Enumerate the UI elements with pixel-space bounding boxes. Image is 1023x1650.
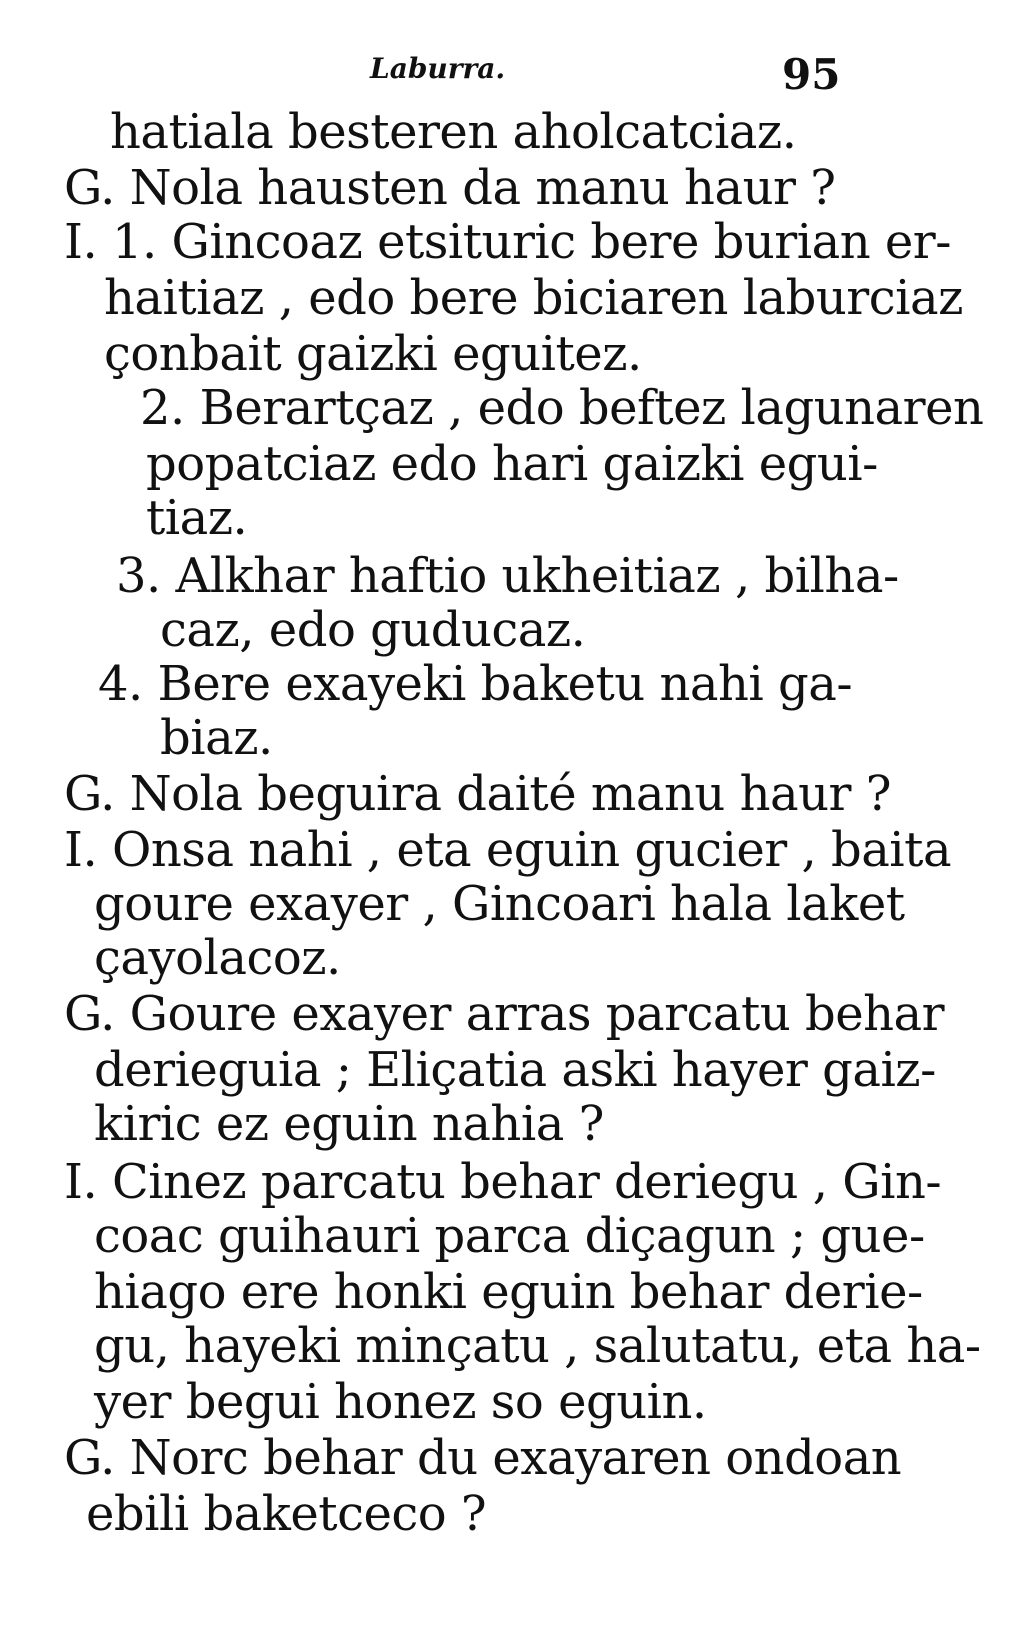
text-line: gu, hayeki minçatu , salutatu, eta ha- (94, 1318, 981, 1374)
text-line: tiaz. (146, 490, 248, 546)
text-line: caz, edo guducaz. (160, 602, 586, 658)
text-line: popatciaz edo hari gaizki egui- (146, 436, 878, 492)
text-line: çayolacoz. (94, 930, 341, 986)
text-line: biaz. (160, 710, 273, 766)
text-line: 3. Alkhar haftio ukheitiaz , bilha- (116, 548, 899, 604)
text-line: ebili baketceco ? (86, 1486, 487, 1542)
text-line: I. Onsa nahi , eta eguin gucier , baita (64, 822, 952, 878)
text-line: haitiaz , edo bere biciaren laburciaz (104, 270, 963, 326)
text-line: coac guihauri parca diçagun ; gue- (94, 1208, 925, 1264)
text-line: hiago ere honki eguin behar derie- (94, 1264, 923, 1320)
text-line: yer begui honez so eguin. (94, 1374, 707, 1430)
text-line: G. Nola hausten da manu haur ? (64, 160, 836, 216)
text-line: kiric ez eguin nahia ? (94, 1096, 604, 1152)
text-line: I. 1. Gincoaz etsituric bere burian er- (64, 214, 951, 270)
text-line: 4. Bere exayeki baketu nahi ga- (98, 656, 853, 712)
text-line: 2. Berartçaz , edo beftez lagunaren (140, 380, 984, 436)
text-line: goure exayer , Gincoari hala laket (94, 876, 905, 932)
text-line: G. Norc behar du exayaren ondoan (64, 1430, 902, 1486)
text-line: hatiala besteren aholcatciaz. (110, 104, 797, 160)
text-line: G. Nola beguira daité manu haur ? (64, 766, 891, 822)
text-line: I. Cinez parcatu behar deriegu , Gin- (64, 1154, 942, 1210)
text-line: derieguia ; Eliçatia aski hayer gaiz- (94, 1042, 936, 1098)
text-line: G. Goure exayer arras parcatu behar (64, 986, 945, 1042)
text-line: çonbait gaizki eguitez. (104, 326, 642, 382)
running-title: Laburra. (370, 52, 506, 85)
page-number: 95 (782, 50, 841, 99)
